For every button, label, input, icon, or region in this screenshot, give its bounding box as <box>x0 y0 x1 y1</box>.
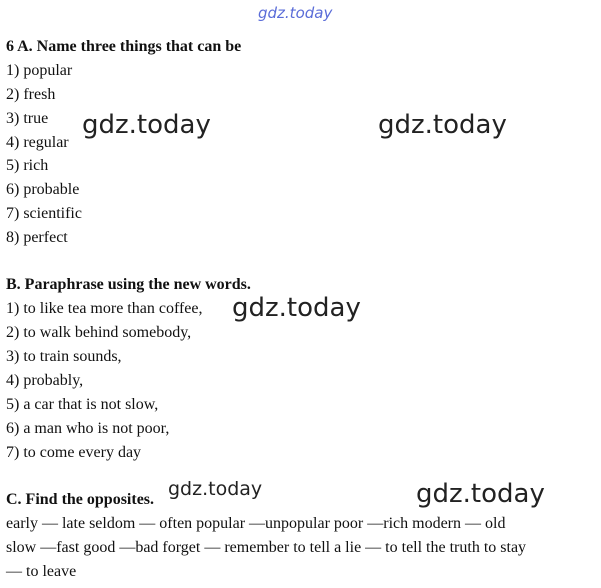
section-b-item: 7) to come every day <box>6 444 142 461</box>
section-a-item: 3) true <box>6 110 49 127</box>
watermark-c-right: gdz.today <box>416 479 545 509</box>
section-c-heading: C. Find the opposites. <box>6 491 155 508</box>
section-b-item: 4) probably, <box>6 372 84 389</box>
section-b-item: 2) to walk behind somebody, <box>6 324 192 341</box>
section-c-line: — to leave <box>6 563 77 580</box>
section-a-item: 1) popular <box>6 62 73 79</box>
section-c-line: early — late seldom — often popular —unpopular poor —rich modern — old <box>6 515 506 532</box>
section-a-heading: 6 A. Name three things that can be <box>6 38 242 55</box>
section-b-item: 5) a car that is not slow, <box>6 396 159 413</box>
watermark-a-right: gdz.today <box>378 110 507 140</box>
section-a-item: 4) regular <box>6 134 69 151</box>
section-a-item: 5) rich <box>6 157 49 174</box>
watermark-top: gdz.today <box>258 4 333 22</box>
section-a-item: 6) probable <box>6 181 80 198</box>
watermark-a-left: gdz.today <box>82 110 211 140</box>
section-a-item: 2) fresh <box>6 86 56 103</box>
section-a-item: 7) scientific <box>6 205 82 222</box>
section-b-item: 6) a man who is not poor, <box>6 420 170 437</box>
section-b-item: 1) to like tea more than coffee, <box>6 300 203 317</box>
section-a-item: 8) perfect <box>6 229 68 246</box>
section-c-line: slow —fast good —bad forget — remember to tell a lie — to tell the truth to stay <box>6 539 527 556</box>
section-b-heading: B. Paraphrase using the new words. <box>6 276 251 293</box>
watermark-c-left: gdz.today <box>168 478 263 500</box>
section-b-item: 3) to train sounds, <box>6 348 122 365</box>
watermark-b: gdz.today <box>232 293 361 323</box>
